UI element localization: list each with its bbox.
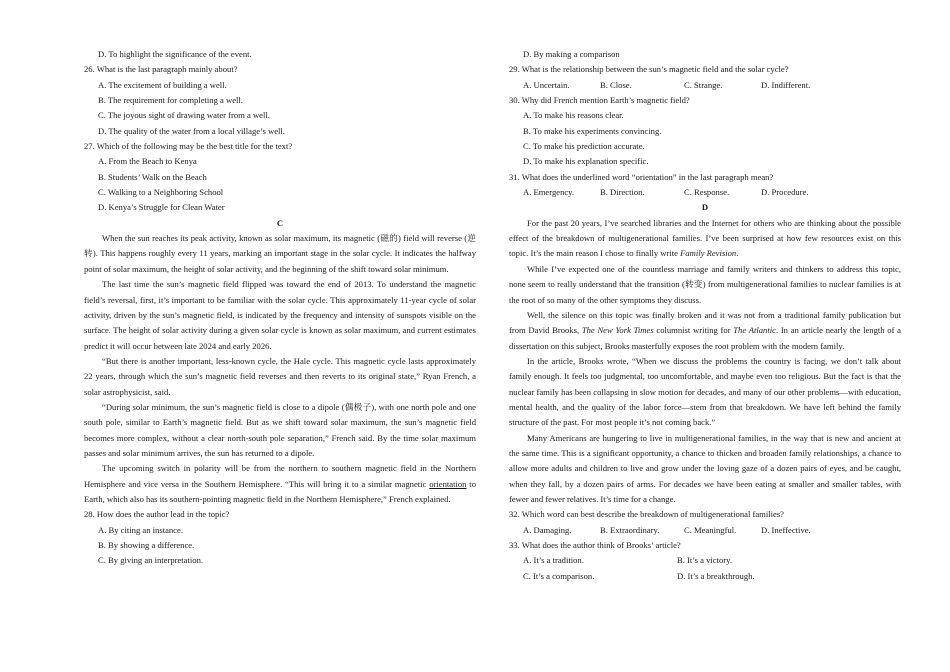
q26-option-c: C. The joyous sight of drawing water from a well. xyxy=(98,110,270,121)
q31-option-c: C. Response. xyxy=(684,187,730,198)
q31-option-a: A. Emergency. xyxy=(523,187,575,198)
q31-option-b: B. Direction. xyxy=(600,187,645,198)
q32-option-b: B. Extraordinary. xyxy=(600,524,660,535)
q32-stem: 32. Which word can best describe the breakdown of multigenerational families? xyxy=(509,509,784,520)
q26-option-a: A. The excitement of building a well. xyxy=(98,79,227,90)
q27-option-a: A. From the Beach to Kenya xyxy=(98,156,197,167)
q29-option-b: B. Close. xyxy=(600,79,632,90)
d-paragraph-3-text-a: Well, the silence on this topic was finally broken and it was not from a traditional family publication but from David Brooks, xyxy=(509,309,901,336)
book-title-family-revision: Family Revision xyxy=(680,248,737,259)
passage-d-paragraph-5: Many Americans are hungering to live in multigenerational families, in the way that is new and ancient at the same time. This is a significant opportunity, a chance to thicken and broaden family relationships, a chance to allow more adults and children to live and grow under the loving gaze of a dozen pairs of eyes, and be caught, when they fall, by a dozen pairs of arms. For decades we have been eating at smaller and smaller tables, with fewer and fewer relatives. It’s time for a change. xyxy=(509,432,901,504)
q33-option-b: B. It’s a victory. xyxy=(677,555,733,566)
q28-stem: 28. How does the author lead in the topic? xyxy=(84,509,230,520)
paragraph-5-text-b: to Earth, which also has its southern-pointing magnetic field in the Northern Hemisphere,” French explained. xyxy=(84,478,476,504)
d-paragraph-1-text-a: For the past 20 years, I’ve searched libraries and the Internet for others who are thinking about the possible effect of the breakdown of multigenerational families. I’ve been surprised at how few resources exist on this topic. It’s the main reason I chose to finally write xyxy=(509,217,901,259)
publication-atlantic: The Atlantic xyxy=(733,325,776,336)
passage-c-paragraph-1: When the sun reaches its peak activity, known as solar maximum, its magnetic (磁的) field will reverse (逆转). This happens roughly every 11 years, marking an important stage in the solar cycle. It indicates the halfway point of solar maximum, the height of solar activity, and the beginning of the shift toward solar minimum. xyxy=(84,233,476,274)
q28-option-d: D. By making a comparison xyxy=(523,49,620,59)
q33-option-a: A. It’s a tradition. xyxy=(523,555,584,566)
passage-d-paragraph-4: In the article, Brooks wrote, “When we discuss the problems the country is facing, we don’t talk about family enough. It feels too judgmental, too uncomfortable, and maybe even too religious. But the fact is that the nuclear family has been collapsing in slow motion for decades, and many of our other problems—with education, mental health, and the quality of the labor force—stem from that breakdown. We have left behind the family structure of the past. For most people it’s not coming back.” xyxy=(509,355,901,428)
q32-option-a: A. Damaging. xyxy=(523,524,572,535)
d-paragraph-1-text-b: . xyxy=(736,248,739,259)
q29-options xyxy=(509,78,901,93)
passage-c-paragraph-2: The last time the sun’s magnetic field flipped was toward the end of 2013. To understand the magnetic field’s reversal, first, it’s important to be familiar with the solar cycle. This approximately 11-year cycle of solar activity, driven by the sun’s magnetic field, is indicated by the frequency and intensity of sunspots visible on the surface. The height of solar activity during a given solar cycle is known as solar maximum, and current estimates predict it will occur between late 2024 and early 2026. xyxy=(84,279,476,351)
q31-options xyxy=(509,185,901,200)
q30-stem: 30. Why did French mention Earth’s magnetic field? xyxy=(509,95,690,106)
q27-stem: 27. Which of the following may be the best title for the text? xyxy=(84,141,293,152)
q30-option-c: C. To make his prediction accurate. xyxy=(523,141,645,152)
q26-option-d: D. The quality of the water from a local village’s well. xyxy=(98,125,285,136)
passage-c-paragraph-4: “During solar minimum, the sun’s magnetic field is close to a dipole (偶极子), with one north pole and one south pole, similar to Earth’s magnetic field. But as we shift toward solar maximum, the sun’s magnetic field becomes more complex, without a clear north-south pole separation,” French said. By the time solar maximum passes and solar minimum arrives, the sun has returned to a dipole. xyxy=(84,401,476,458)
passage-c-paragraph-5 xyxy=(84,461,476,507)
q31-stem: 31. What does the underlined word “orientation” in the last paragraph mean? xyxy=(509,171,774,182)
q29-option-c: C. Strange. xyxy=(684,79,723,90)
q28-option-c: C. By giving an interpretation. xyxy=(98,555,204,566)
q32-option-c: C. Meaningful. xyxy=(684,524,737,535)
q29-option-a: A. Uncertain. xyxy=(523,79,570,90)
q25-option-d: D. To highlight the significance of the event. xyxy=(98,49,252,59)
q26-stem: 26. What is the last paragraph mainly about? xyxy=(84,64,238,75)
q28-option-a: A. By citing an instance. xyxy=(98,524,183,535)
d-paragraph-3-text-b: columnist writing for xyxy=(653,325,734,336)
q30-option-d: D. To make his explanation specific. xyxy=(523,156,649,167)
q31-option-d: D. Procedure. xyxy=(761,187,809,198)
passage-d-paragraph-3 xyxy=(509,308,901,354)
q33-stem: 33. What does the author think of Brooks’ article? xyxy=(509,540,681,550)
q27-option-d: D. Kenya’s Struggle for Clean Water xyxy=(98,202,225,213)
q28-option-b: B. By showing a difference. xyxy=(98,540,195,550)
publication-nyt: The New York Times xyxy=(581,325,654,336)
paragraph-5-text-a: The upcoming switch in polarity will be from the northern to southern magnetic field in the Northern Hemisphere and vice versa in the Southern Hemisphere. “This will bring it to a similar magnetic xyxy=(84,463,476,489)
q29-stem: 29. What is the relationship between the sun’s magnetic field and the solar cycle? xyxy=(509,64,789,75)
passage-c-paragraph-3: “But there is another important, less-known cycle, the Hale cycle. This magnetic cycle lasts approximately 22 years, through which the sun’s magnetic field reverses and then reverts to its original state,” Ryan French, a solar astrophysicist, said. xyxy=(84,355,476,397)
q32-option-d: D. Ineffective. xyxy=(761,524,811,535)
q32-options xyxy=(509,523,901,538)
section-c-heading: C xyxy=(276,217,284,228)
q29-option-d: D. Indifferent. xyxy=(761,79,811,90)
left-column xyxy=(84,47,476,569)
q30-option-a: A. To make his reasons clear. xyxy=(523,110,624,121)
q26-option-b: B. The requirement for completing a well. xyxy=(98,95,243,106)
q27-option-b: B. Students’ Walk on the Beach xyxy=(98,171,207,182)
d-paragraph-3-text-c: . In an article nearly the length of a dissertation on this subject, Brooks masterfully exposes the root problem with the modern family. xyxy=(509,325,901,351)
q33-options-row-2 xyxy=(509,569,901,584)
q33-option-c: C. It’s a comparison. xyxy=(523,570,595,581)
q33-option-d: D. It’s a breakthrough. xyxy=(677,570,755,581)
section-d-heading: D xyxy=(701,202,709,213)
right-column xyxy=(509,47,901,584)
q27-option-c: C. Walking to a Neighboring School xyxy=(98,187,224,198)
underlined-word-orientation: orientation xyxy=(429,478,467,489)
passage-d-paragraph-2: While I’ve expected one of the countless marriage and family writers and thinkers to address this topic, none seem to really understand that the transition (转变) from multigenerational families to nuclear families is at the root of so many of the other symptoms they discuss. xyxy=(509,263,901,305)
q33-options-row-1 xyxy=(509,553,901,568)
q30-option-b: B. To make his experiments convincing. xyxy=(523,125,662,136)
passage-d-paragraph-1 xyxy=(509,216,901,262)
